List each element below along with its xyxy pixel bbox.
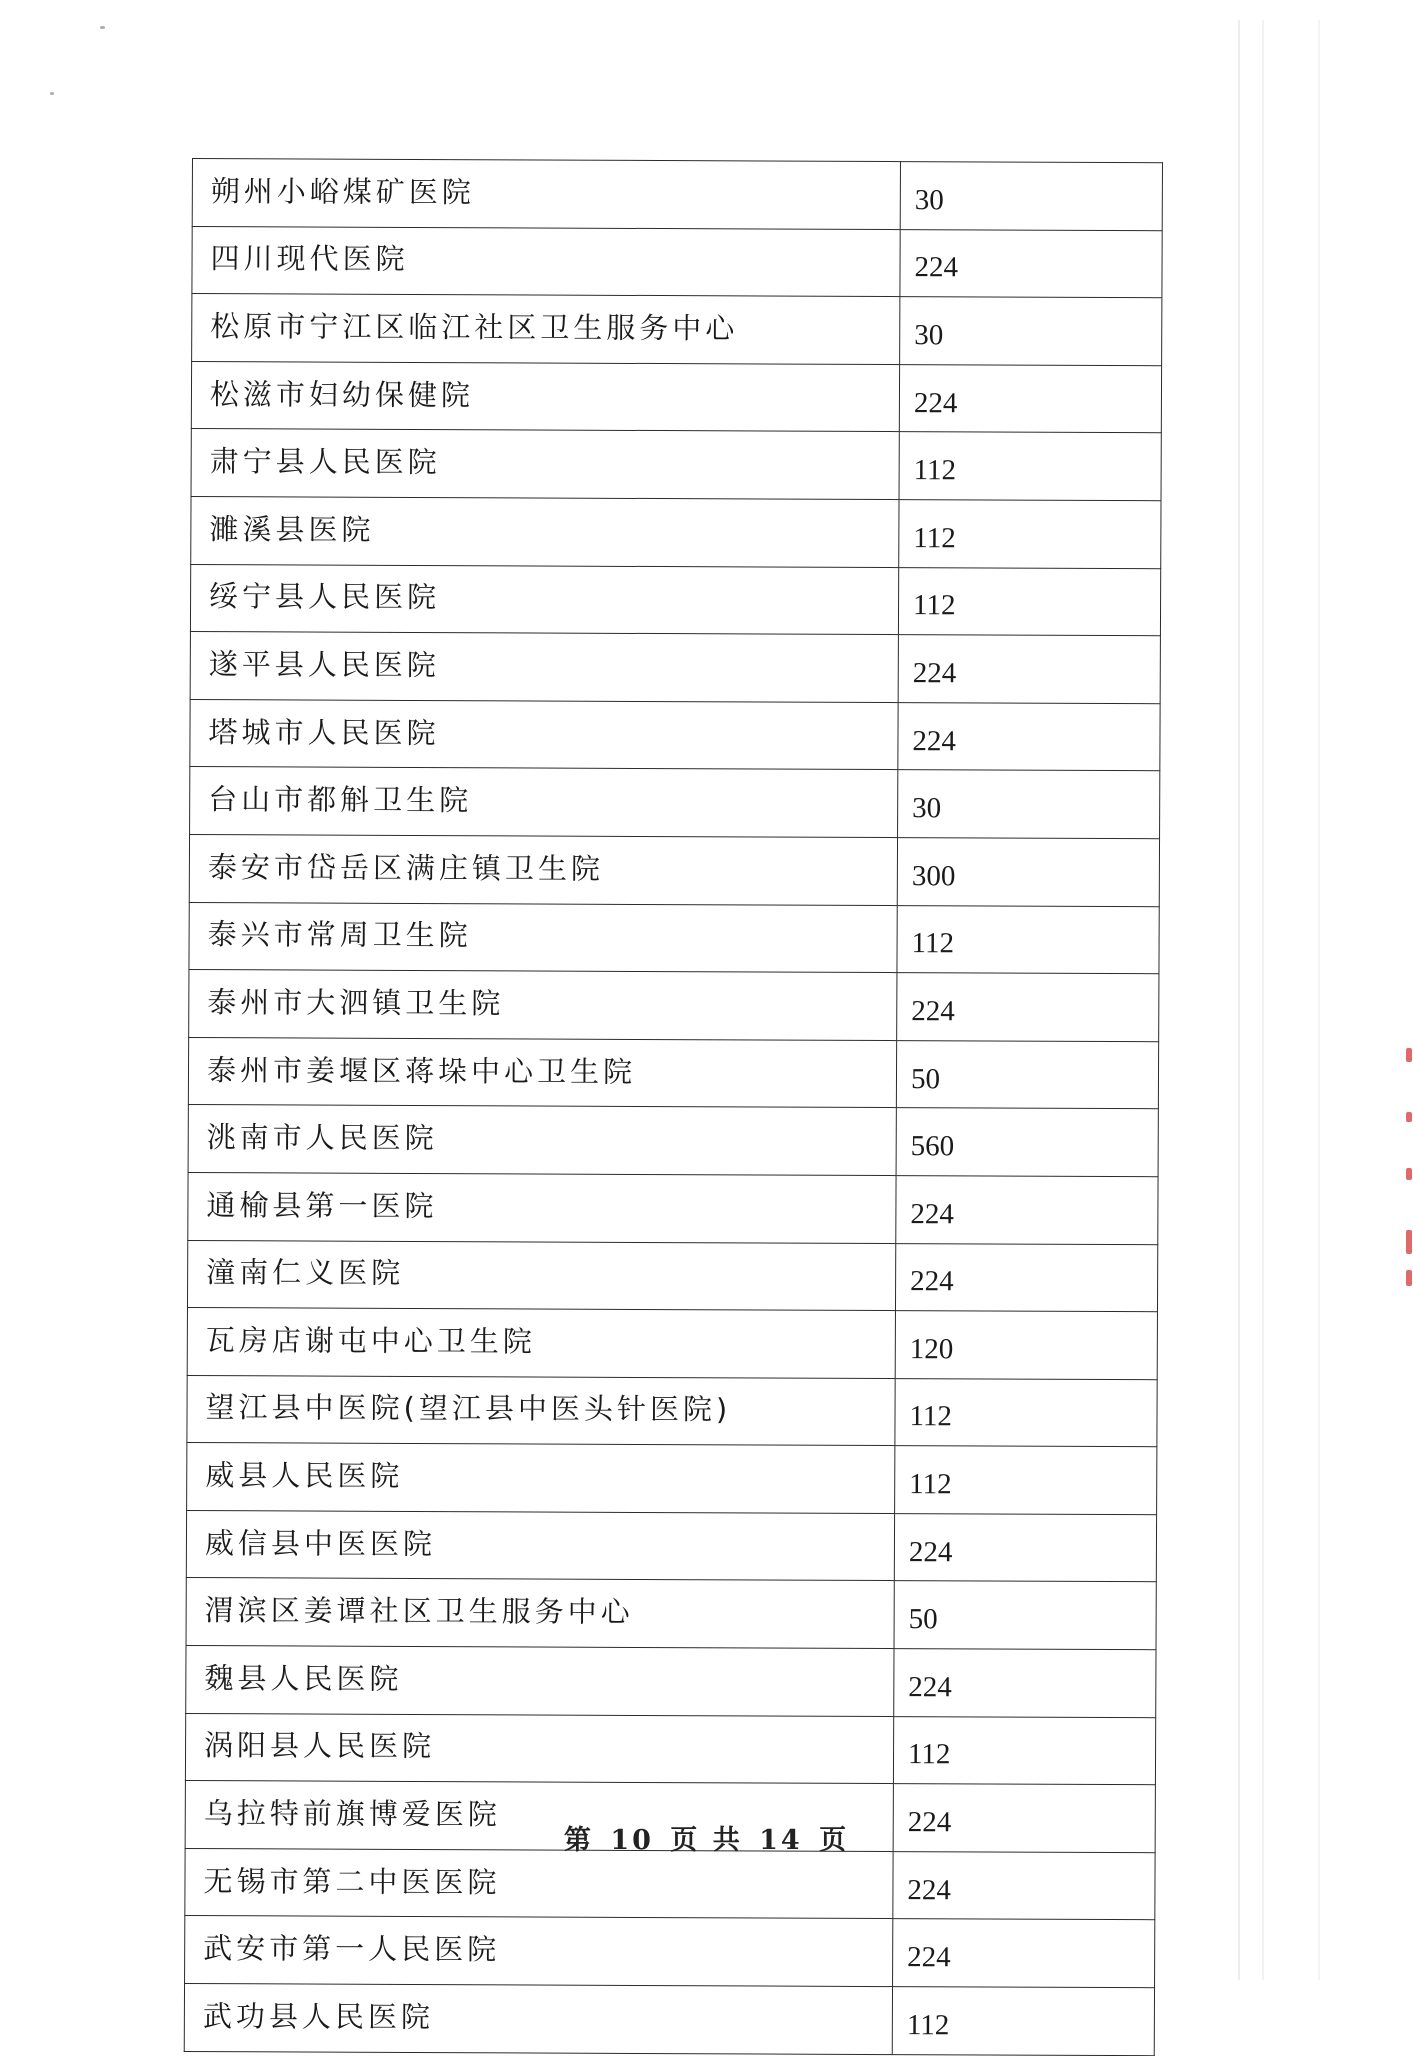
quantity-cell: 120 [895, 1311, 1157, 1380]
hospital-name-cell: 濉溪县医院 [191, 496, 899, 567]
hospital-name-cell: 洮南市人民医院 [188, 1105, 896, 1176]
hospital-name-cell: 武安市第一人民医院 [185, 1916, 893, 1987]
hospital-name-cell: 朔州小峪煤矿医院 [192, 159, 900, 230]
hospital-name-cell: 泰州市大泗镇卫生院 [189, 970, 897, 1041]
hospital-name-cell: 台山市都斛卫生院 [190, 767, 898, 838]
scan-speck [100, 26, 105, 29]
table-row [187, 1375, 1157, 1447]
scan-edge-line [1238, 20, 1240, 1980]
hospital-name-cell: 威县人民医院 [187, 1443, 895, 1514]
page-number-footer [0, 1818, 1413, 1857]
table-body [184, 159, 1162, 2056]
table-row [190, 767, 1160, 839]
red-stamp-fragment [1406, 1230, 1412, 1254]
hospital-name-cell: 魏县人民医院 [186, 1646, 894, 1717]
table-row [188, 1037, 1158, 1109]
hospital-name-cell: 塔城市人民医院 [190, 699, 898, 770]
quantity-cell: 112 [897, 905, 1159, 974]
quantity-cell: 30 [900, 297, 1162, 366]
scan-edge-line [1318, 20, 1320, 1980]
hospital-name-cell: 威信县中医医院 [186, 1510, 894, 1581]
hospital-name-cell: 肃宁县人民医院 [191, 429, 899, 500]
table-row [187, 1443, 1157, 1515]
quantity-cell: 112 [892, 1987, 1154, 2056]
quantity-cell: 224 [894, 1513, 1156, 1582]
table-row [186, 1510, 1156, 1582]
table-row [187, 1308, 1157, 1380]
table-row [188, 1172, 1158, 1244]
hospital-name-cell: 松滋市妇幼保健院 [191, 361, 899, 432]
hospital-name-cell: 四川现代医院 [192, 226, 900, 297]
quantity-cell: 224 [895, 1243, 1157, 1312]
table-row [190, 564, 1160, 636]
scan-speck [50, 92, 54, 95]
quantity-cell: 224 [893, 1851, 1155, 1920]
hospital-name-cell: 泰兴市常周卫生院 [189, 902, 897, 973]
quantity-cell: 224 [900, 229, 1162, 298]
quantity-cell: 300 [897, 838, 1159, 907]
hospital-name-cell: 无锡市第二中医医院 [185, 1848, 893, 1919]
table-row [188, 1105, 1158, 1177]
hospital-name-cell: 通榆县第一医院 [188, 1172, 896, 1243]
hospital-name-cell: 渭滨区姜谭社区卫生服务中心 [186, 1578, 894, 1649]
hospital-name-cell: 泰州市姜堰区蒋垛中心卫生院 [188, 1037, 896, 1108]
table-row [189, 970, 1159, 1042]
hospital-name-cell: 松原市宁江区临江社区卫生服务中心 [192, 294, 900, 365]
table-row [185, 1848, 1155, 1920]
table-row [192, 294, 1162, 366]
quantity-cell: 50 [894, 1581, 1156, 1650]
footer-suffix: 页 [819, 1825, 850, 1856]
footer-current-page: 10 [610, 1825, 654, 1856]
table-row [186, 1646, 1156, 1718]
quantity-cell: 112 [893, 1716, 1155, 1785]
hospital-name-cell: 武功县人民医院 [184, 1984, 892, 2055]
quantity-cell: 224 [893, 1919, 1155, 1988]
footer-mid: 页 共 [670, 1825, 743, 1856]
hospital-name-cell: 绥宁县人民医院 [190, 564, 898, 635]
table-row [190, 632, 1160, 704]
quantity-cell: 30 [898, 770, 1160, 839]
quantity-cell: 224 [897, 973, 1159, 1042]
hospital-allocation-table [184, 158, 1163, 2056]
quantity-cell: 224 [893, 1784, 1155, 1853]
quantity-cell: 50 [896, 1040, 1158, 1109]
table-row [191, 496, 1161, 568]
hospital-name-cell: 望江县中医院(望江县中医头针医院) [187, 1375, 895, 1446]
red-stamp-fragment [1406, 1270, 1412, 1286]
quantity-cell: 224 [894, 1649, 1156, 1718]
hospital-name-cell: 乌拉特前旗博爱医院 [185, 1781, 893, 1852]
quantity-cell: 112 [899, 500, 1161, 569]
table-row [189, 834, 1159, 906]
quantity-cell: 112 [895, 1378, 1157, 1447]
hospital-name-cell: 潼南仁义医院 [187, 1240, 895, 1311]
quantity-cell: 112 [895, 1446, 1157, 1515]
scan-edge-line [1262, 20, 1264, 1980]
quantity-cell: 30 [900, 162, 1162, 231]
hospital-name-cell: 涡阳县人民医院 [185, 1713, 893, 1784]
quantity-cell: 224 [898, 635, 1160, 704]
table-row [192, 226, 1162, 298]
table-row [186, 1578, 1156, 1650]
red-stamp-fragment [1406, 1048, 1412, 1062]
hospital-table-container [184, 158, 1162, 2056]
quantity-cell: 112 [899, 432, 1161, 501]
table-row [184, 1984, 1154, 2056]
hospital-name-cell: 遂平县人民医院 [190, 632, 898, 703]
hospital-name-cell: 泰安市岱岳区满庄镇卫生院 [189, 834, 897, 905]
table-row [187, 1240, 1157, 1312]
table-row [185, 1916, 1155, 1988]
red-stamp-fragment [1406, 1168, 1412, 1180]
quantity-cell: 560 [896, 1108, 1158, 1177]
quantity-cell: 112 [898, 567, 1160, 636]
table-row [190, 699, 1160, 771]
quantity-cell: 224 [899, 364, 1161, 433]
quantity-cell: 224 [896, 1175, 1158, 1244]
quantity-cell: 224 [898, 702, 1160, 771]
footer-prefix: 第 [563, 1825, 594, 1856]
table-row [191, 429, 1161, 501]
footer-total-pages: 14 [759, 1825, 803, 1856]
red-stamp-fragment [1406, 1112, 1412, 1122]
table-row [185, 1713, 1155, 1785]
table-row [189, 902, 1159, 974]
hospital-name-cell: 瓦房店谢屯中心卫生院 [187, 1308, 895, 1379]
table-row [192, 159, 1162, 231]
table-row [191, 361, 1161, 433]
